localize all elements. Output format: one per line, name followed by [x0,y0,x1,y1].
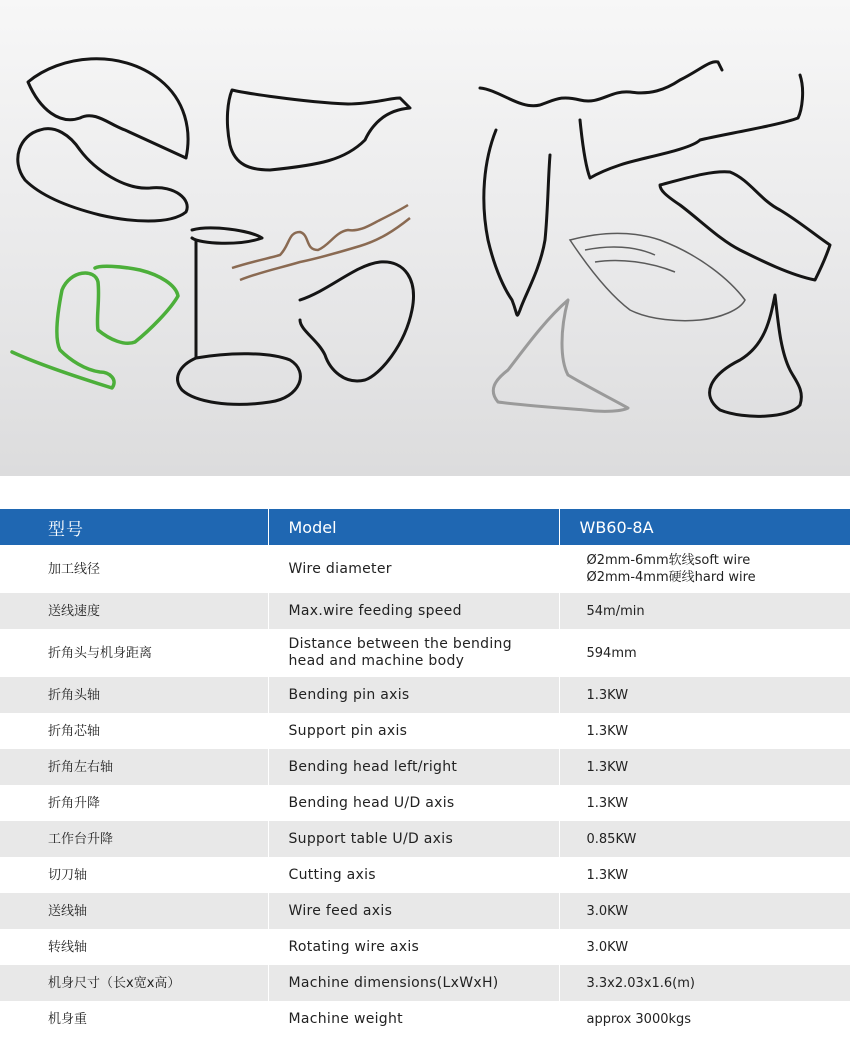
wire-silver-shape [493,300,628,411]
wire-vertical-loop [484,130,550,315]
spec-row-wire-diameter [0,545,850,593]
spec-value: 3.0KW [559,893,850,929]
spec-value: 1.3KW [586,723,629,739]
wire-arc-shape [28,59,188,158]
spec-label-en: Bending head U/D axis [268,785,559,821]
wire-green-shape [12,266,178,388]
spec-row-weight [0,1001,850,1037]
wire-foot-shape [18,129,187,221]
spec-label-cn: 机身尺寸（长x宽x高） [0,965,268,1001]
wire-frame-shape [580,75,803,178]
wire-tray-shape [660,172,830,280]
spec-label-cn: 送线速度 [0,593,268,629]
header-model-cn: 型号 [0,509,268,545]
spec-value: 54m/min [559,593,850,629]
wire-bag-shape [227,90,410,170]
spec-label-en: Machine dimensions(LxWxH) [268,965,559,1001]
spec-row-cutting-axis [0,857,850,893]
spec-value: 1.3KW [559,749,850,785]
spec-label-en: Bending head left/right [268,749,559,785]
spec-row-support-table [0,821,850,857]
spec-label-cn: 工作台升降 [0,821,268,857]
spec-label-cn: 折角升降 [0,785,268,821]
spec-value: approx 3000kgs [586,1011,692,1027]
spec-label-en: Wire feed axis [268,893,559,929]
spec-value [559,545,850,593]
header-model-en: Model [268,509,559,545]
spec-table [0,509,850,1037]
spec-label-cn: 折角头与机身距离 [0,629,268,677]
spec-label-en [268,629,559,677]
spec-label-cn: 折角芯轴 [0,713,268,749]
spec-label-en-line: Distance between the bending [288,636,512,652]
spec-header-row [0,509,850,545]
spec-row-bending-pin [0,677,850,713]
spec-row-support-pin [0,713,850,749]
spec-row-feed-speed [0,593,850,629]
header-model-value: WB60-8A [559,509,850,545]
wire-basket-shape [570,233,745,320]
spec-label-cn: 切刀轴 [0,857,268,893]
wire-loop-shape [300,262,413,381]
spec-row-dimensions [0,965,850,1001]
spec-label-en: Support pin axis [268,713,559,749]
spec-label-cn: 折角头轴 [0,677,268,713]
product-photo [0,0,850,476]
wire-seat-shape [710,295,802,416]
wire-zigzag-shape [480,62,722,106]
spec-label-en-line: head and machine body [288,653,465,669]
spec-value: 3.3x2.03x1.6(m) [559,965,850,1001]
spec-row-wire-feed-axis [0,893,850,929]
spec-value-line: Ø2mm-4mm硬线hard wire [586,570,756,585]
spec-row-bending-ud [0,785,850,821]
spec-label-en: Max.wire feeding speed [268,593,559,629]
spec-label-en: Machine weight [268,1001,559,1037]
spec-label-cn: 转线轴 [0,929,268,965]
spec-label-cn: 送线轴 [0,893,268,929]
spec-label-cn: 折角左右轴 [0,749,268,785]
spec-value: 1.3KW [586,867,629,883]
spec-row-rotating-axis [0,929,850,965]
spec-row-bending-left-right [0,749,850,785]
spec-label-en: Wire diameter [268,545,559,593]
spec-value: 3.0KW [586,939,629,955]
spec-label-en: Rotating wire axis [268,929,559,965]
spec-label-en: Cutting axis [268,857,559,893]
spec-value-line: Ø2mm-6mm软线soft wire [586,553,751,568]
spec-row-distance [0,629,850,677]
spec-value: 1.3KW [586,795,629,811]
wire-copper-shape [232,205,410,280]
spec-label-cn: 加工线径 [0,545,268,593]
spec-value: 594mm [586,645,637,661]
spec-value: 1.3KW [559,677,850,713]
spec-label-en: Bending pin axis [268,677,559,713]
spec-label-en: Support table U/D axis [268,821,559,857]
wire-samples-illustration [0,0,850,476]
spec-value: 0.85KW [559,821,850,857]
spec-label-cn: 机身重 [0,1001,268,1037]
